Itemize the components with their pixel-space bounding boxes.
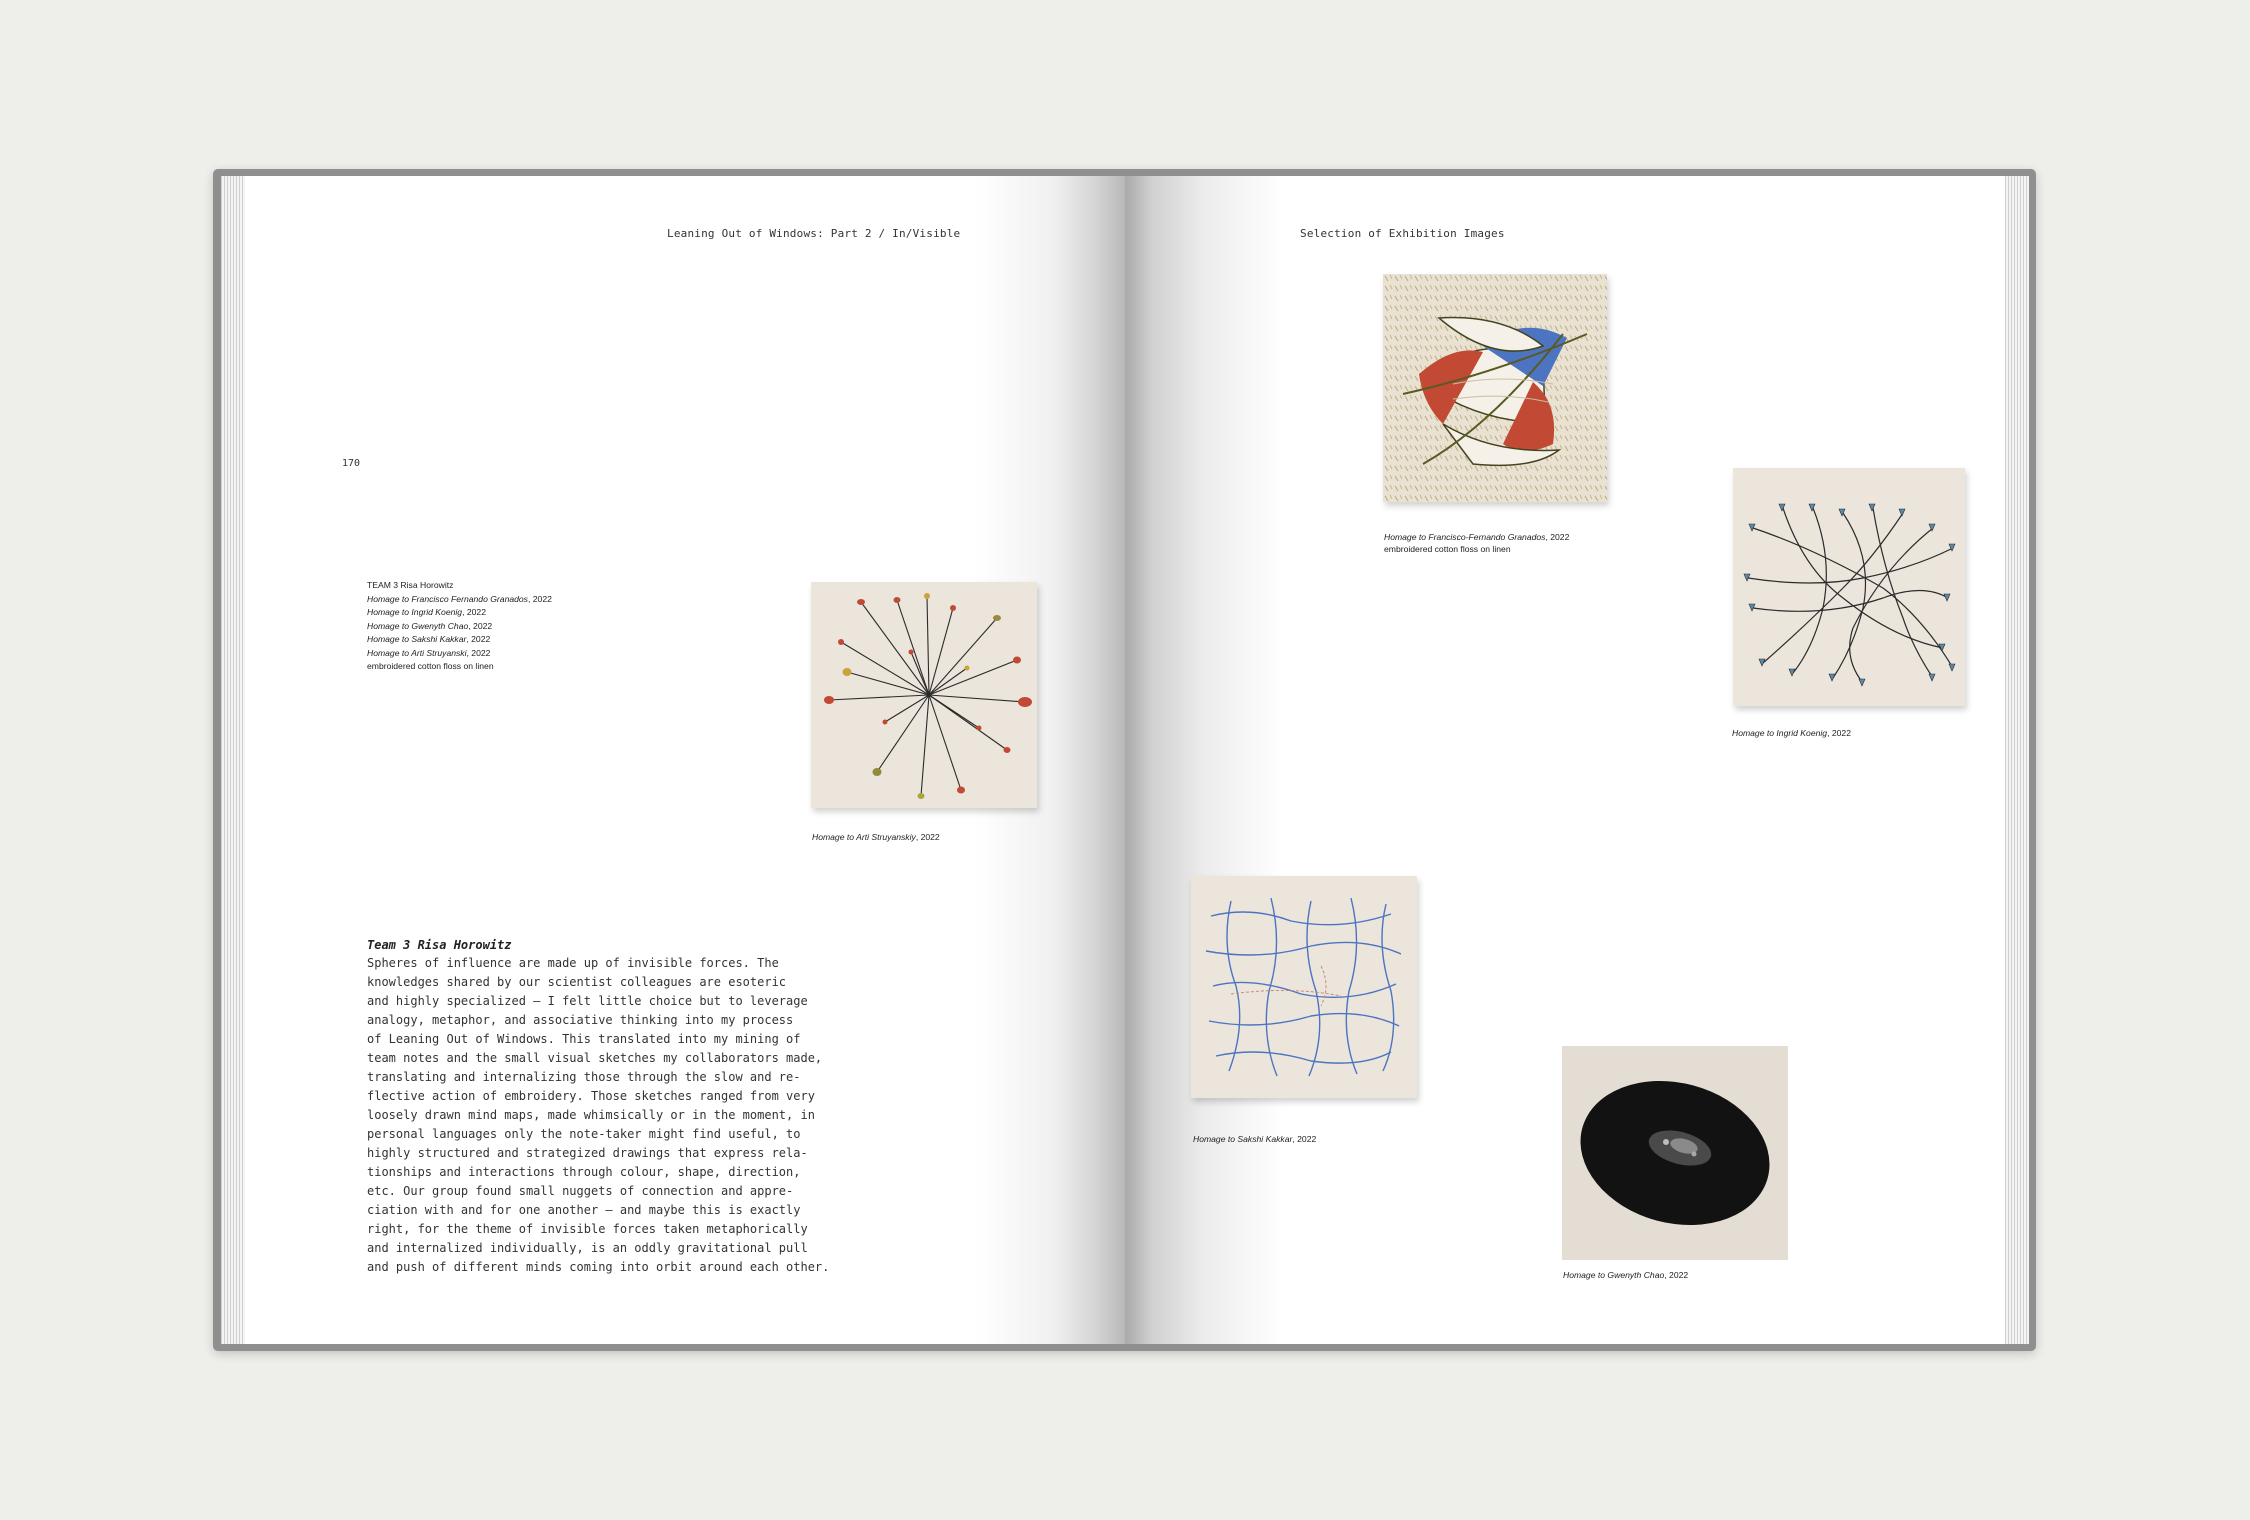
left-page (245, 176, 1125, 1344)
artwork-chao (1562, 1046, 1788, 1260)
page-edges-left (221, 176, 247, 1344)
essay-line: loosely drawn mind maps, made whimsically or in the moment, in (367, 1108, 815, 1122)
page-edges-right (2003, 176, 2029, 1344)
caption-kakkar: Homage to Sakshi Kakkar, 2022 (1193, 1134, 1317, 1144)
essay-line: translating and internalizing those through the slow and re- (367, 1070, 801, 1084)
essay-line: analogy, metaphor, and associative thinking into my process (367, 1013, 794, 1027)
running-head-left: Leaning Out of Windows: Part 2 / In/Visible (667, 227, 961, 240)
essay-line: and internalized individually, is an oddly gravitational pull (367, 1241, 808, 1255)
essay-line: highly structured and strategized drawings that express rela- (367, 1146, 808, 1160)
artwork-granados (1383, 274, 1607, 502)
artwork-struyanskiy (811, 582, 1037, 808)
essay-line: flective action of embroidery. Those sketches ranged from very (367, 1089, 815, 1103)
artwork-kakkar (1191, 876, 1417, 1098)
caption-granados: Homage to Francisco-Fernando Granados, 2022 embroidered cotton floss on linen (1384, 532, 1570, 554)
essay-body (367, 954, 837, 1277)
credits-block (367, 579, 627, 674)
credits-medium: embroidered cotton floss on linen (367, 661, 494, 671)
essay-line: knowledges shared by our scientist colleagues are esoteric (367, 975, 787, 989)
page-number: 170 (342, 458, 361, 469)
essay-line: and highly specialized — I felt little choice but to leverage (367, 994, 808, 1008)
credits-work: Homage to Sakshi Kakkar, 2022 (367, 634, 491, 644)
essay-line: personal languages only the note-taker might find useful, to (367, 1127, 801, 1141)
credits-work: Homage to Arti Struyanski, 2022 (367, 647, 491, 658)
essay-title: Team 3 Risa Horowitz (367, 938, 512, 952)
essay-line: ciation with and for one another — and maybe this is exactly (367, 1203, 801, 1217)
caption-struyanskiy: Homage to Arti Struyanskiy, 2022 (812, 832, 940, 842)
essay-line: of Leaning Out of Windows. This translated into my mining of (367, 1032, 801, 1046)
essay-line: team notes and the small visual sketches my collaborators made, (367, 1051, 823, 1065)
essay-line: Spheres of influence are made up of invisible forces. The (367, 956, 779, 970)
caption-koenig: Homage to Ingrid Koenig, 2022 (1732, 728, 1851, 738)
credits-work: Homage to Gwenyth Chao, 2022 (367, 620, 493, 631)
running-head-right: Selection of Exhibition Images (1300, 227, 1505, 240)
essay-line: and push of different minds coming into orbit around each other. (367, 1260, 830, 1274)
essay-line: tionships and interactions through colour, shape, direction, (367, 1165, 801, 1179)
credits-team: TEAM 3 Risa Horowitz (367, 580, 454, 590)
credits-work: Homage to Ingrid Koenig, 2022 (367, 607, 486, 617)
right-page (1125, 176, 2005, 1344)
essay-line: right, for the theme of invisible forces taken metaphorically (367, 1222, 808, 1236)
caption-chao: Homage to Gwenyth Chao, 2022 (1563, 1270, 1689, 1280)
artwork-koenig (1733, 468, 1965, 706)
credits-work: Homage to Francisco Fernando Granados, 2022 (367, 593, 552, 604)
essay-line: etc. Our group found small nuggets of connection and appre- (367, 1184, 794, 1198)
